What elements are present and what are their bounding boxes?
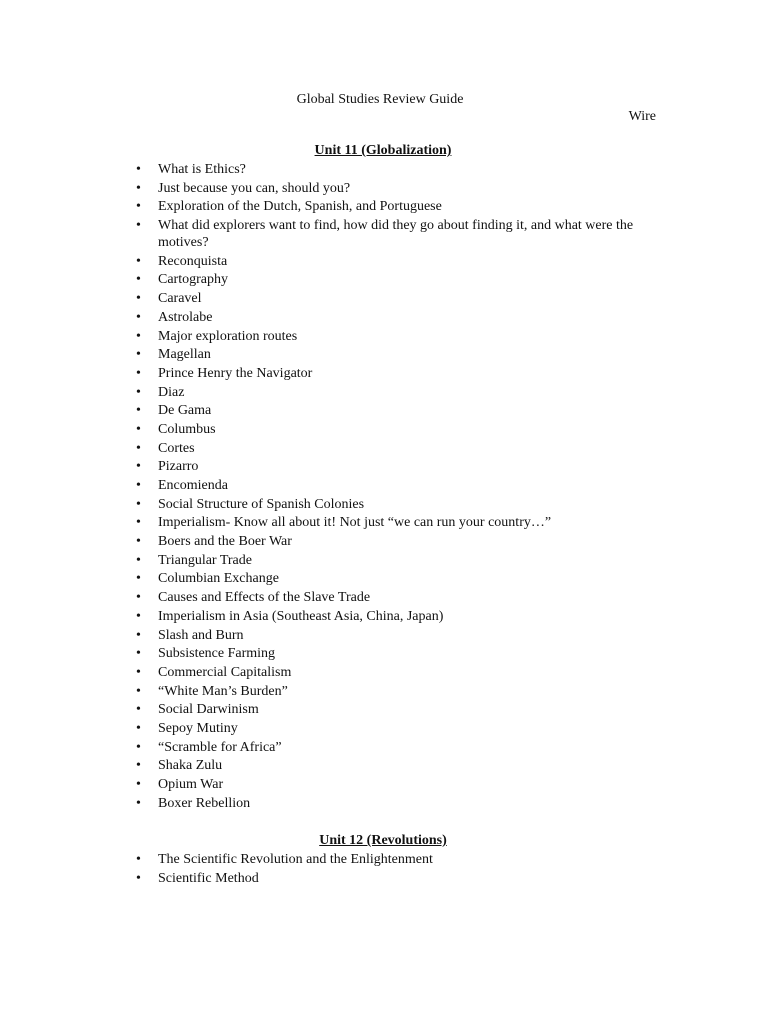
bullet-icon: • [136,218,141,234]
document-title: Global Studies Review Guide [296,92,464,107]
bullet-icon: • [136,162,141,177]
bullet-icon: • [136,384,141,400]
list-item [0,309,768,326]
list-item [0,701,768,718]
bullet-icon: • [136,291,141,307]
list-item [0,664,768,681]
bullet-icon: • [136,515,141,531]
list-item [0,757,768,774]
list-item [0,180,768,197]
topic-text: Diaz [158,384,185,400]
list-item [0,627,768,644]
bullet-icon: • [136,534,141,550]
topic-text: Major exploration routes [158,328,298,344]
bullet-icon: • [136,777,141,792]
list-item [0,683,768,700]
topic-text: Scientific Method [158,870,259,886]
unit-11-heading: Unit 11 (Globalization) [314,143,452,158]
topic-text: Cartography [158,272,228,288]
bullet-icon: • [136,758,141,774]
bullet-icon: • [136,795,141,811]
bullet-icon: • [136,459,141,475]
topic-text: What is Ethics? [158,162,246,177]
topic-text: Opium War [158,777,224,792]
topic-text: Boers and the Boer War [158,534,292,550]
bullet-icon: • [136,552,141,568]
unit-12-topic-list [0,851,768,888]
list-item [0,402,768,419]
bullet-icon: • [136,852,141,867]
topic-text: Columbus [158,421,216,437]
bullet-icon: • [136,180,141,196]
topic-text: Boxer Rebellion [158,795,251,811]
bullet-icon: • [136,590,141,606]
list-item [0,198,768,215]
bullet-icon: • [136,365,141,381]
bullet-icon: • [136,571,141,587]
list-item [0,533,768,550]
topic-text: Exploration of the Dutch, Spanish, and Portuguese [158,199,442,215]
list-item [0,458,768,475]
list-item [0,851,768,868]
topic-text: “White Man’s Burden” [158,683,288,699]
topic-text: Pizarro [158,459,199,475]
topic-text: The Scientific Revolution and the Enlightenment [158,852,433,867]
topic-text: Commercial Capitalism [158,664,292,680]
topic-text: Imperialism in Asia (Southeast Asia, China, Japan) [158,608,444,624]
list-item [0,365,768,382]
bullet-icon: • [136,403,141,419]
bullet-icon: • [136,309,141,325]
bullet-icon: • [136,328,141,344]
topic-text: “Scramble for Africa” [158,739,282,755]
list-item [0,645,768,662]
list-item [0,570,768,587]
topic-text: Social Darwinism [158,702,259,718]
bullet-icon: • [136,627,141,643]
list-item [0,290,768,307]
bullet-icon: • [136,702,141,718]
topic-text: Causes and Effects of the Slave Trade [158,590,371,606]
list-item [0,870,768,887]
topic-text: Slash and Burn [158,627,244,643]
topic-text: Sepoy Mutiny [158,720,238,736]
topic-text: Triangular Trade [158,552,252,568]
list-item [0,608,768,625]
list-item [0,346,768,363]
list-item [0,217,768,251]
unit-11-topic-list [0,161,768,813]
topic-text: What did explorers want to find, how did they go about finding it, and what were the motives? [158,218,634,251]
list-item [0,271,768,288]
bullet-icon: • [136,440,141,456]
bullet-icon: • [136,199,141,215]
topic-text: Columbian Exchange [158,571,279,587]
topic-text: Magellan [158,347,211,363]
bullet-icon: • [136,608,141,624]
author-name: Wire [628,109,656,124]
bullet-icon: • [136,870,141,886]
list-item [0,496,768,513]
topic-text: Encomienda [158,478,228,493]
bullet-icon: • [136,683,141,699]
bullet-icon: • [136,272,141,288]
topic-text: Just because you can, should you? [158,180,351,196]
list-item [0,384,768,401]
unit-12-heading: Unit 12 (Revolutions) [319,833,447,848]
topic-text: Subsistence Farming [158,646,276,662]
topic-text: Caravel [158,291,202,307]
topic-text: Imperialism- Know all about it! Not just “we can run your country…” [158,515,552,531]
bullet-icon: • [136,253,141,269]
list-item [0,514,768,531]
list-item [0,720,768,737]
list-item [0,739,768,756]
list-item [0,552,768,569]
list-item [0,253,768,270]
bullet-icon: • [136,347,141,363]
list-item [0,440,768,457]
list-item [0,421,768,438]
bullet-icon: • [136,739,141,755]
bullet-icon: • [136,720,141,736]
list-item [0,589,768,606]
list-item [0,795,768,812]
topic-text: Social Structure of Spanish Colonies [158,496,365,512]
bullet-icon: • [136,478,141,493]
topic-text: Prince Henry the Navigator [158,365,313,381]
bullet-icon: • [136,421,141,437]
bullet-icon: • [136,664,141,680]
topic-text: Astrolabe [158,309,213,325]
topic-text: Cortes [158,440,195,456]
list-item [0,328,768,345]
list-item [0,477,768,494]
list-item [0,161,768,178]
bullet-icon: • [136,496,141,512]
topic-text: Reconquista [158,253,228,269]
topic-text: De Gama [158,403,212,419]
list-item [0,776,768,793]
topic-text: Shaka Zulu [158,758,223,774]
bullet-icon: • [136,646,141,662]
